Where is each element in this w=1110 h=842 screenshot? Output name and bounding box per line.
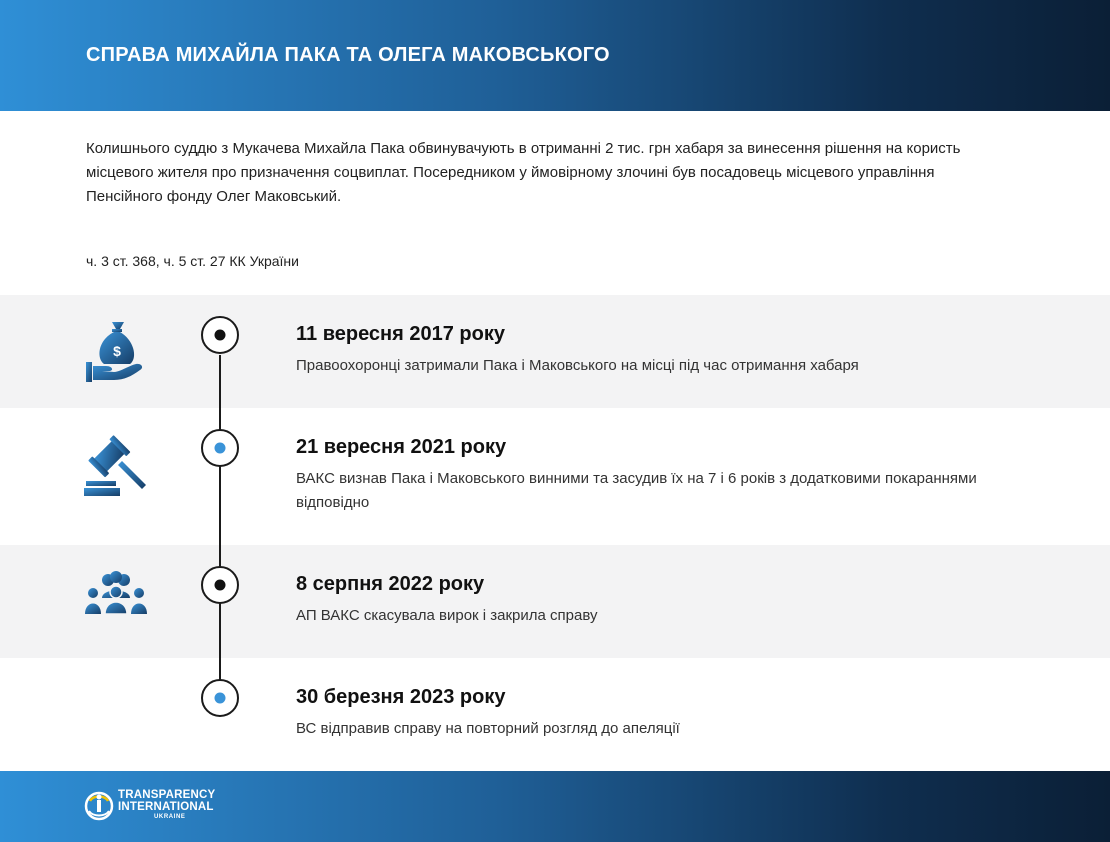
event-description: ВАКС визнав Пака і Маковського винними та засудив їх на 7 і 6 років з додатковими покараннями відповідно — [296, 470, 977, 511]
page-title: СПРАВА МИХАЙЛА ПАКА ТА ОЛЕГА МАКОВСЬКОГО — [86, 44, 610, 66]
event-date: 8 серпня 2022 року — [296, 573, 485, 595]
event-date: 21 вересня 2021 року — [296, 436, 507, 458]
footer-banner — [0, 771, 1110, 842]
timeline-band — [0, 295, 1110, 408]
gavel-icon — [84, 435, 148, 497]
law-articles: ч. 3 ст. 368, ч. 5 ст. 27 КК України — [86, 253, 299, 269]
judges-panel-icon — [84, 570, 148, 616]
timeline-band — [0, 545, 1110, 658]
logo-emblem-icon — [84, 789, 114, 823]
timeline-node — [201, 566, 239, 604]
event-date: 11 вересня 2017 року — [296, 323, 505, 345]
svg-text:$: $ — [113, 343, 121, 359]
event-description: Правоохоронці затримали Пака і Маковського на місці під час отримання хабаря — [296, 357, 859, 374]
timeline-node — [201, 679, 239, 717]
money-bag-hand-icon — [84, 318, 148, 386]
logo-line-1: TRANSPARENCY — [118, 789, 216, 801]
timeline-node — [201, 429, 239, 467]
logo-line-3: UKRAINE — [154, 814, 186, 820]
transparency-international-logo — [84, 789, 244, 825]
event-description: ВС відправив справу на повторний розгляд до апеляції — [296, 720, 680, 737]
timeline-line — [219, 355, 221, 698]
timeline-node — [201, 316, 239, 354]
header-banner — [0, 0, 1110, 111]
event-date: 30 березня 2023 року — [296, 686, 506, 708]
case-summary: Колишнього суддю з Мукачева Михайла Пака обвинувачують в отриманні 2 тис. грн хабаря за винесення рішення на користь місцевого жителя про призначення соцвиплат. Посередником у ймовірному злочині був посадовець місцевого управління Пенсійного фонду Олег Маковський. — [86, 140, 961, 205]
event-description: АП ВАКС скасувала вирок і закрила справу — [296, 607, 598, 624]
logo-line-2: INTERNATIONAL — [118, 801, 214, 813]
